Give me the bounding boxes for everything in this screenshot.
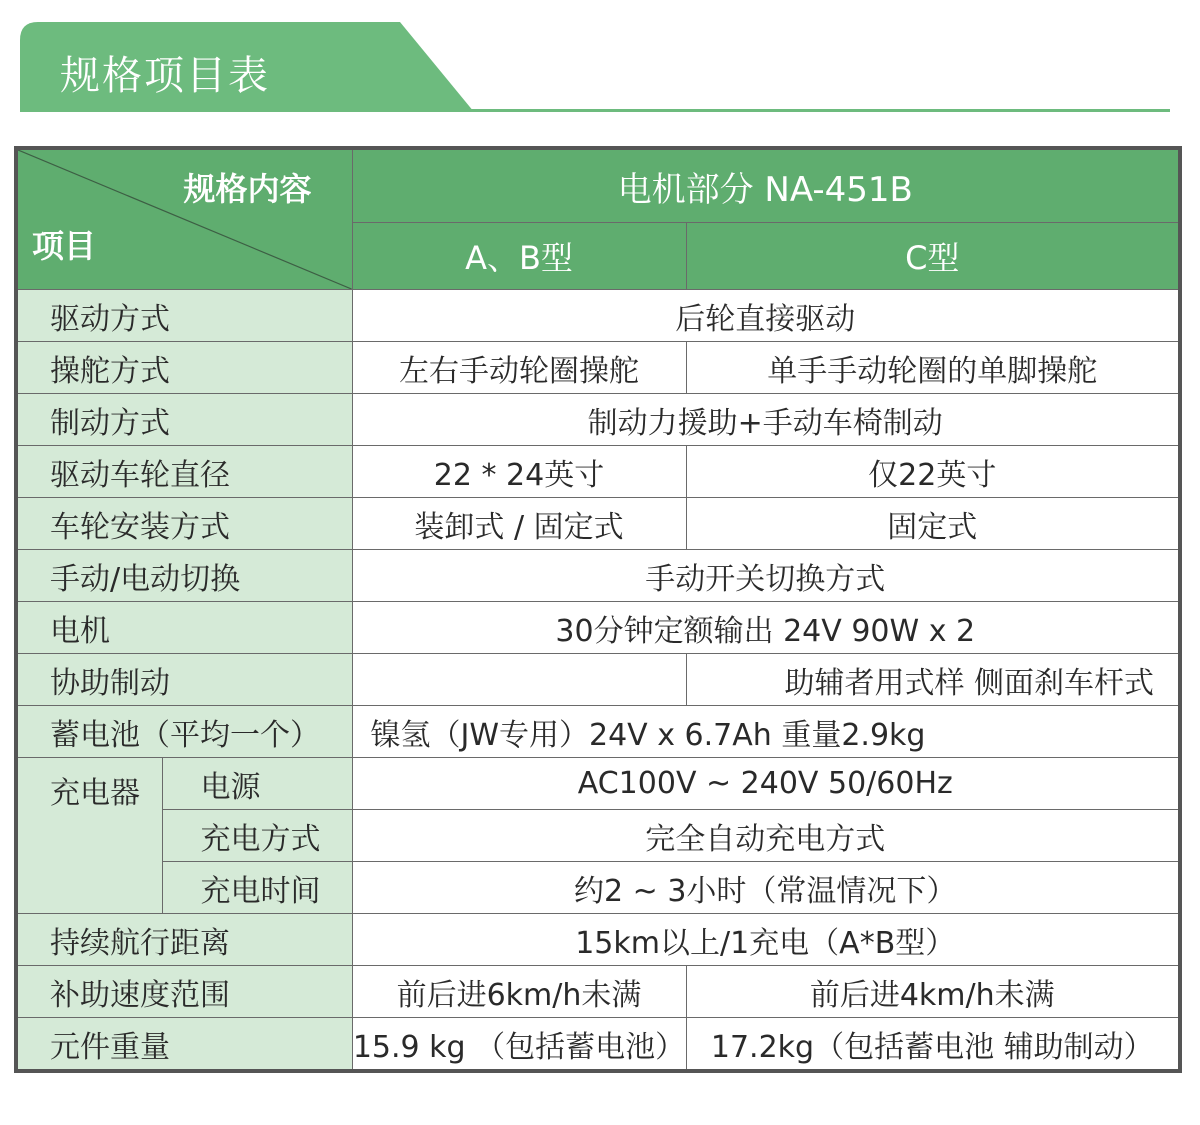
table-row	[16, 1018, 1180, 1072]
table-row	[16, 394, 1180, 446]
row-value-ab: 左右手动轮圈操舵	[352, 342, 686, 394]
row-label: 元件重量	[16, 1018, 352, 1072]
row-sublabel: 充电方式	[162, 810, 352, 862]
row-value-ab: 22 * 24英寸	[352, 446, 686, 498]
title-underline	[20, 109, 1170, 112]
row-value: 约2 ~ 3小时（常温情况下）	[352, 862, 1180, 914]
row-label: 驱动车轮直径	[16, 446, 352, 498]
model-header: 电机部分 NA-451B	[352, 148, 1180, 223]
spec-table	[14, 146, 1182, 1073]
row-value: 制动力援助+手动车椅制动	[352, 394, 1180, 446]
page-title: 规格项目表	[60, 53, 270, 99]
row-value-c: 固定式	[686, 498, 1180, 550]
row-label: 蓄电池（平均一个）	[16, 706, 352, 758]
table-row	[16, 498, 1180, 550]
row-value-ab	[352, 654, 686, 706]
row-label: 车轮安装方式	[16, 498, 352, 550]
row-value-ab: 前后进6km/h未满	[352, 966, 686, 1018]
row-value-c: 17.2kg（包括蓄电池 辅助制动）	[686, 1018, 1180, 1072]
row-value: 手动开关切换方式	[352, 550, 1180, 602]
table-row	[16, 654, 1180, 706]
row-sublabel: 充电时间	[162, 862, 352, 914]
row-value: AC100V ~ 240V 50/60Hz	[352, 758, 1180, 810]
row-label: 协助制动	[16, 654, 352, 706]
page-title-tab	[20, 22, 474, 112]
table-row	[16, 758, 1180, 810]
row-value-c: 助辅者用式样 侧面刹车杆式	[686, 654, 1180, 706]
row-value-c: 单手手动轮圈的单脚操舵	[686, 342, 1180, 394]
col-header-c: C型	[686, 223, 1180, 290]
row-value: 15km以上/1充电（A*B型）	[352, 914, 1180, 966]
table-row	[16, 914, 1180, 966]
row-value: 后轮直接驱动	[352, 290, 1180, 342]
table-row	[16, 342, 1180, 394]
table-row	[16, 550, 1180, 602]
corner-header-cell	[16, 148, 352, 290]
table-row	[16, 706, 1180, 758]
table-row	[16, 966, 1180, 1018]
corner-label-spec: 规格内容	[183, 170, 312, 208]
row-value-ab: 15.9 kg （包括蓄电池）	[352, 1018, 686, 1072]
row-value: 镍氢（JW专用）24V x 6.7Ah 重量2.9kg	[352, 706, 1180, 758]
table-row	[16, 602, 1180, 654]
table-row	[16, 862, 1180, 914]
row-label: 持续航行距离	[16, 914, 352, 966]
row-label: 手动/电动切换	[16, 550, 352, 602]
row-value-c: 前后进4km/h未满	[686, 966, 1180, 1018]
row-sublabel: 电源	[162, 758, 352, 810]
table-row	[16, 810, 1180, 862]
row-label-charger: 充电器	[16, 758, 162, 914]
row-value-ab: 装卸式 / 固定式	[352, 498, 686, 550]
row-label: 操舵方式	[16, 342, 352, 394]
row-value: 30分钟定额输出 24V 90W x 2	[352, 602, 1180, 654]
row-label: 制动方式	[16, 394, 352, 446]
col-header-ab: A、B型	[352, 223, 686, 290]
row-label: 驱动方式	[16, 290, 352, 342]
table-row	[16, 446, 1180, 498]
table-row	[16, 290, 1180, 342]
row-label: 补助速度范围	[16, 966, 352, 1018]
header-row-top	[16, 148, 1180, 223]
row-value-c: 仅22英寸	[686, 446, 1180, 498]
row-label: 电机	[16, 602, 352, 654]
corner-label-item: 项目	[32, 227, 97, 265]
row-value: 完全自动充电方式	[352, 810, 1180, 862]
